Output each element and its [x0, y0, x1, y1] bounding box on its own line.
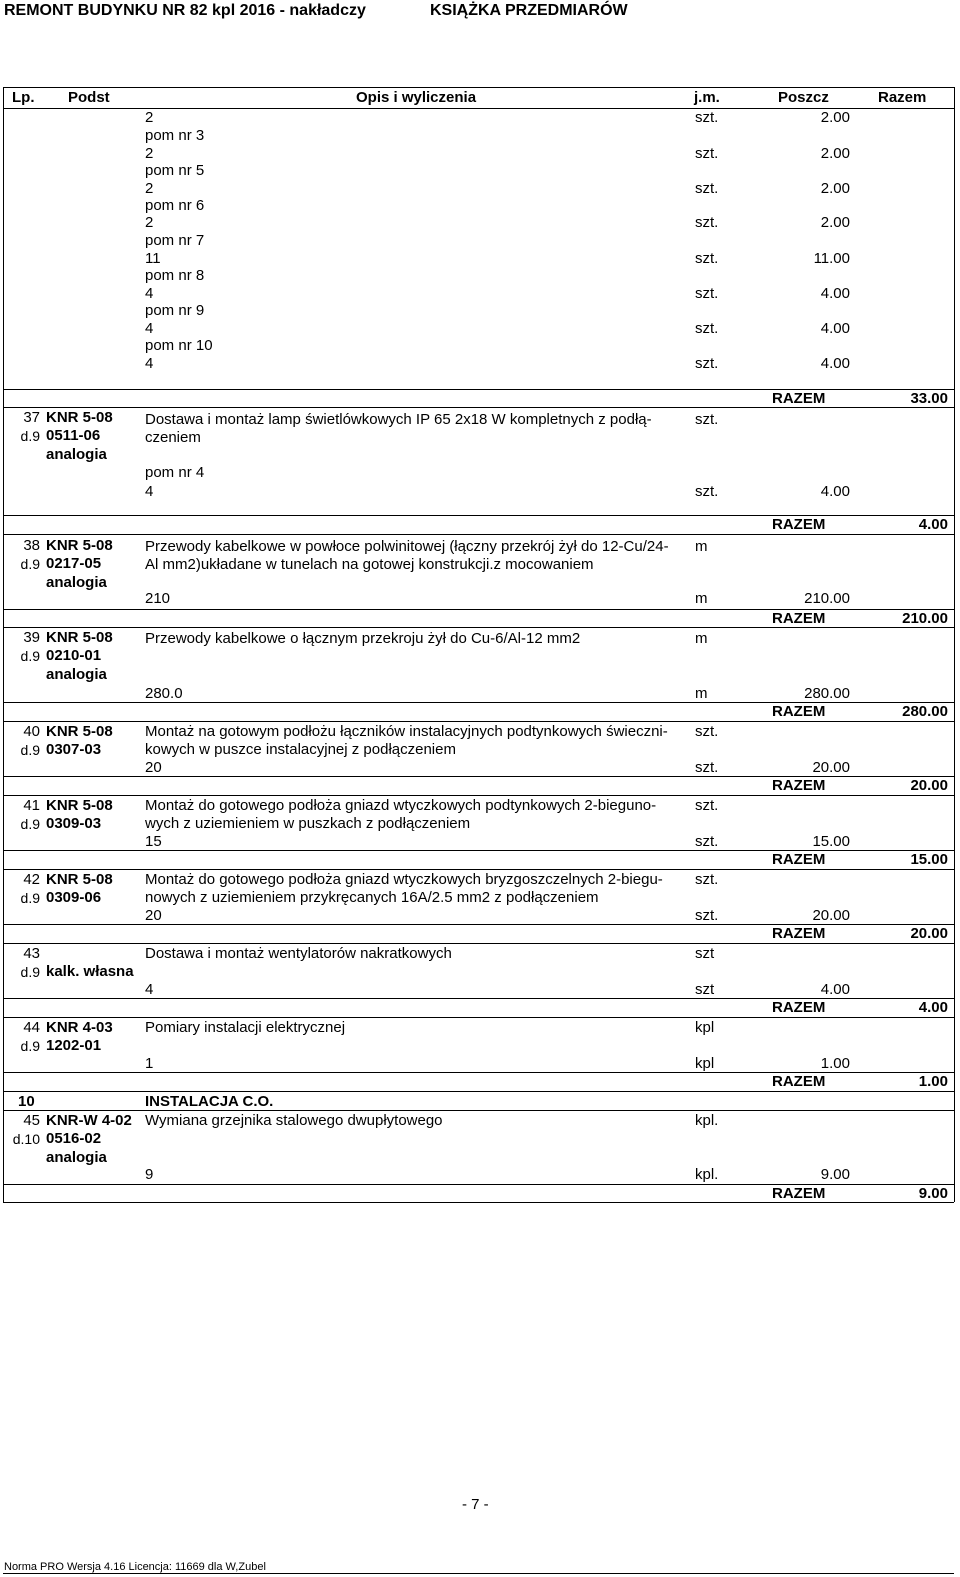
calc-qty: 210 — [145, 590, 171, 607]
razem-total: 20.00 — [910, 777, 948, 794]
column-header-opis: Opis i wyliczenia — [356, 89, 477, 106]
calc-value: 4.00 — [820, 981, 850, 998]
column-header-podst: Podst — [68, 89, 110, 106]
calc-unit: szt. — [695, 907, 719, 924]
calc-label: pom nr 7 — [145, 232, 205, 249]
item-lp: 45 — [23, 1112, 40, 1129]
item-code: 0309-03 — [46, 815, 102, 832]
calc-qty: 4 — [145, 981, 154, 998]
item-d: d.9 — [20, 890, 40, 906]
item-unit: szt. — [695, 723, 719, 740]
item-code: 0307-03 — [46, 741, 102, 758]
item-unit: szt. — [695, 797, 719, 814]
razem-label: RAZEM — [772, 999, 826, 1016]
item-lp: 39 — [23, 629, 40, 646]
razem-total: 4.00 — [918, 516, 948, 533]
item-code: KNR 5-08 — [46, 537, 113, 554]
item-unit: kpl — [695, 1019, 715, 1036]
item-description: Dostawa i montaż lamp świetlówkowych IP 65 2x18 W kompletnych z podłą- — [145, 411, 652, 428]
item-description: Dostawa i montaż wentylatorów nakratkowych — [145, 945, 452, 962]
razem-label: RAZEM — [772, 925, 826, 942]
item-description: Montaż do gotowego podłoża gniazd wtyczkowych bryzgoszczelnych 2-biegu- — [145, 871, 663, 888]
table-left-border — [3, 87, 4, 1202]
column-header-poszcz: Poszcz — [778, 89, 829, 106]
calc-unit: szt. — [695, 355, 719, 372]
razem-total: 210.00 — [902, 610, 948, 627]
calc-qty: 280.0 — [145, 685, 183, 702]
calc-qty: 2 — [145, 214, 154, 231]
item-code: analogia — [46, 666, 107, 683]
item-lp: 42 — [23, 871, 40, 888]
item-code: 0511-06 — [46, 427, 101, 444]
item-code: analogia — [46, 1149, 107, 1166]
item-unit: m — [695, 630, 708, 647]
section-title: INSTALACJA C.O. — [145, 1093, 274, 1110]
item-lp: 43 — [23, 945, 40, 962]
item-d: d.9 — [20, 964, 40, 980]
calc-value: 4.00 — [820, 483, 850, 500]
item-code: 0309-06 — [46, 889, 102, 906]
item-code: KNR 5-08 — [46, 797, 113, 814]
calc-value: 20.00 — [812, 907, 850, 924]
item-unit: kpl. — [695, 1112, 719, 1129]
calc-value: 2.00 — [820, 145, 850, 162]
calc-value: 2.00 — [820, 180, 850, 197]
item-description: kowych w puszce instalacyjnej z podłączeniem — [145, 741, 456, 758]
razem-total: 9.00 — [918, 1185, 948, 1202]
razem-label: RAZEM — [772, 1185, 826, 1202]
item-unit: szt — [695, 945, 715, 962]
item-description: czeniem — [145, 429, 201, 446]
razem-label: RAZEM — [772, 390, 826, 407]
calc-value: 9.00 — [820, 1166, 850, 1183]
item-unit: m — [695, 538, 708, 555]
item-lp: 44 — [23, 1019, 40, 1036]
calc-unit: szt. — [695, 483, 719, 500]
calc-unit: szt. — [695, 250, 719, 267]
calc-unit: szt — [695, 981, 715, 998]
razem-label: RAZEM — [772, 1073, 826, 1090]
item-lp: 40 — [23, 723, 40, 740]
item-unit: szt. — [695, 871, 719, 888]
calc-unit: szt. — [695, 214, 719, 231]
calc-unit: szt. — [695, 285, 719, 302]
calc-qty: 4 — [145, 355, 154, 372]
calc-qty: 11 — [145, 250, 161, 267]
item-code: KNR 5-08 — [46, 871, 113, 888]
calc-qty: 1 — [145, 1055, 154, 1072]
item-lp: 37 — [23, 409, 40, 426]
item-d: d.9 — [20, 742, 40, 758]
page-number: - 7 - — [462, 1496, 489, 1513]
razem-total: 4.00 — [918, 999, 948, 1016]
calc-label: pom nr 6 — [145, 197, 205, 214]
item-code: kalk. własna — [46, 963, 134, 980]
calc-label: pom nr 9 — [145, 302, 205, 319]
item-code: analogia — [46, 574, 107, 591]
calc-unit: szt. — [695, 145, 719, 162]
calc-value: 1.00 — [820, 1055, 850, 1072]
calc-value: 210.00 — [804, 590, 850, 607]
calc-unit: szt. — [695, 180, 719, 197]
calc-label: pom nr 3 — [145, 127, 205, 144]
razem-label: RAZEM — [772, 610, 826, 627]
document-subtitle: KSIĄŻKA PRZEDMIARÓW — [430, 2, 628, 19]
calc-unit: kpl. — [695, 1166, 719, 1183]
item-description: Wymiana grzejnika stalowego dwupłytowego — [145, 1112, 443, 1129]
calc-qty: 4 — [145, 285, 154, 302]
calc-unit: m — [695, 590, 708, 607]
item-code: KNR-W 4-02 — [46, 1112, 132, 1129]
item-description: Przewody kabelkowe o łącznym przekroju żył do Cu-6/Al-12 mm2 — [145, 630, 581, 647]
calc-qty: 2 — [145, 109, 154, 126]
item-description: Pomiary instalacji elektrycznej — [145, 1019, 346, 1036]
calc-unit: kpl — [695, 1055, 715, 1072]
calc-label: pom nr 8 — [145, 267, 205, 284]
document-title: REMONT BUDYNKU NR 82 kpl 2016 - nakładczy — [4, 2, 366, 19]
calc-label: pom nr 4 — [145, 464, 205, 481]
item-code: analogia — [46, 446, 107, 463]
calc-value: 2.00 — [820, 214, 850, 231]
razem-label: RAZEM — [772, 703, 826, 720]
calc-value: 4.00 — [820, 320, 850, 337]
item-code: KNR 5-08 — [46, 723, 113, 740]
calc-value: 2.00 — [820, 109, 850, 126]
column-header-jm: j.m. — [694, 89, 720, 106]
item-d: d.9 — [20, 428, 40, 444]
table-top-border — [3, 87, 954, 88]
razem-total: 280.00 — [902, 703, 948, 720]
item-d: d.9 — [20, 648, 40, 664]
calc-unit: m — [695, 685, 708, 702]
calc-value: 20.00 — [812, 759, 850, 776]
item-description: Montaż na gotowym podłożu łączników instalacyjnych podtynkowych świeczni- — [145, 723, 668, 740]
item-unit: szt. — [695, 411, 719, 428]
calc-value: 15.00 — [812, 833, 850, 850]
item-d: d.9 — [20, 816, 40, 832]
calc-value: 4.00 — [820, 355, 850, 372]
razem-label: RAZEM — [772, 516, 826, 533]
column-header-lp: Lp. — [12, 89, 35, 106]
item-d: d.9 — [20, 1038, 40, 1054]
item-description: Montaż do gotowego podłoża gniazd wtyczkowych podtynkowych 2-biegunо- — [145, 797, 657, 814]
calc-qty: 20 — [145, 907, 162, 924]
calc-unit: szt. — [695, 320, 719, 337]
column-header-razem: Razem — [878, 89, 927, 106]
item-code: 0516-02 — [46, 1130, 102, 1147]
table-right-border — [954, 87, 955, 1202]
item-d: d.9 — [20, 556, 40, 572]
razem-label: RAZEM — [772, 851, 826, 868]
calc-value: 4.00 — [820, 285, 850, 302]
calc-qty: 2 — [145, 145, 154, 162]
item-description: Przewody kabelkowe w powłoce polwinitowej (łączny przekrój żył do 12-Cu/24- — [145, 538, 669, 555]
calc-qty: 4 — [145, 320, 154, 337]
calc-qty: 20 — [145, 759, 162, 776]
razem-label: RAZEM — [772, 777, 826, 794]
item-code: 0217-05 — [46, 555, 102, 572]
calc-label: pom nr 5 — [145, 162, 205, 179]
calc-qty: 2 — [145, 180, 154, 197]
calc-label: pom nr 10 — [145, 337, 213, 354]
item-lp: 38 — [23, 537, 40, 554]
item-d: d.10 — [12, 1131, 40, 1147]
calc-value: 11.00 — [813, 250, 850, 267]
section-number: 10 — [18, 1093, 35, 1110]
calc-unit: szt. — [695, 109, 719, 126]
item-description: Al mm2)układane w tunelach na gotowej konstrukcji.z mocowaniem — [145, 556, 594, 573]
item-description: wych z uziemieniem w puszkach z podłączeniem — [145, 815, 471, 832]
item-code: 1202-01 — [46, 1037, 102, 1054]
razem-total: 20.00 — [910, 925, 948, 942]
item-code: KNR 5-08 — [46, 629, 113, 646]
calc-value: 280.00 — [804, 685, 850, 702]
razem-total: 15.00 — [910, 851, 948, 868]
calc-unit: szt. — [695, 759, 719, 776]
footer-license: Norma PRO Wersja 4.16 Licencja: 11669 dla W,Zubel — [4, 1561, 266, 1573]
calc-qty: 15 — [145, 833, 162, 850]
razem-total: 33.00 — [910, 390, 948, 407]
item-code: KNR 4-03 — [46, 1019, 113, 1036]
calc-unit: szt. — [695, 833, 719, 850]
calc-qty: 4 — [145, 483, 154, 500]
item-code: KNR 5-08 — [46, 409, 113, 426]
item-description: nowych z uziemieniem przykręcanych 16A/2.5 mm2 z podłączeniem — [145, 889, 599, 906]
item-code: 0210-01 — [46, 647, 102, 664]
calc-qty: 9 — [145, 1166, 154, 1183]
item-lp: 41 — [23, 797, 40, 814]
razem-total: 1.00 — [918, 1073, 948, 1090]
